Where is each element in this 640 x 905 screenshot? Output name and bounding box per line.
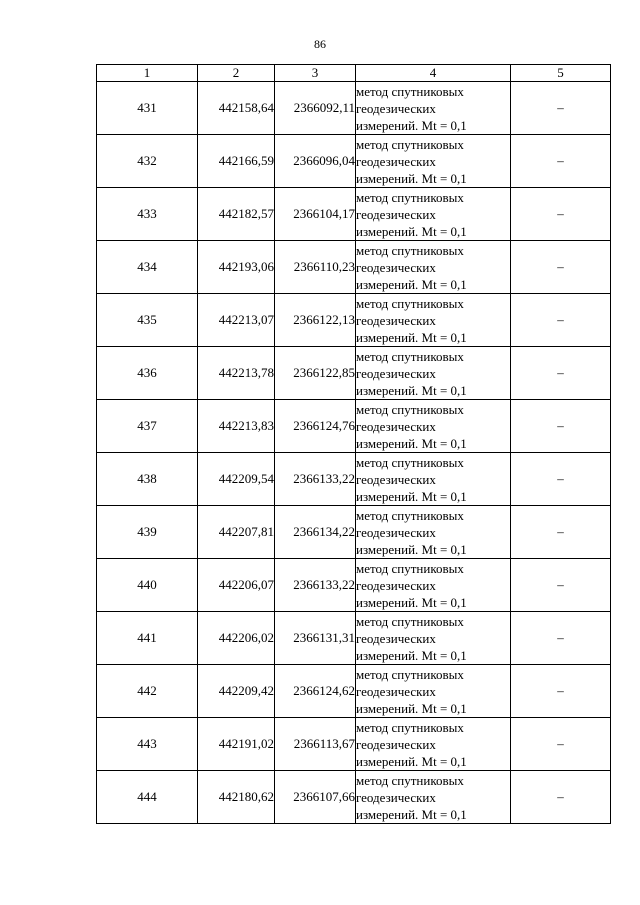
x-coordinate-cell: 442209,42	[198, 665, 275, 718]
table-row	[97, 347, 611, 400]
x-coordinate-cell: 442182,57	[198, 188, 275, 241]
y-coordinate-cell: 2366134,22	[275, 506, 356, 559]
y-coordinate-cell: 2366096,04	[275, 135, 356, 188]
column-header-2: 2	[198, 65, 275, 82]
column-5-cell: –	[511, 453, 611, 506]
column-header-3: 3	[275, 65, 356, 82]
method-line-2: геодезических	[356, 630, 436, 646]
method-line-3: измерений. Mt = 0,1	[356, 329, 467, 345]
method-cell	[356, 400, 511, 453]
x-coordinate-cell: 442193,06	[198, 241, 275, 294]
y-coordinate-cell: 2366104,17	[275, 188, 356, 241]
method-line-3: измерений. Mt = 0,1	[356, 753, 467, 769]
y-coordinate-cell: 2366107,66	[275, 771, 356, 824]
x-coordinate-cell: 442209,54	[198, 453, 275, 506]
column-5-cell: –	[511, 506, 611, 559]
method-line-3: измерений. Mt = 0,1	[356, 117, 467, 133]
column-5-cell: –	[511, 188, 611, 241]
point-number-cell: 437	[97, 400, 198, 453]
method-line-1: метод спутниковых	[356, 348, 464, 364]
y-coordinate-cell: 2366122,13	[275, 294, 356, 347]
column-5-cell: –	[511, 82, 611, 135]
method-line-3: измерений. Mt = 0,1	[356, 806, 467, 822]
point-number-cell: 431	[97, 82, 198, 135]
method-line-2: геодезических	[356, 365, 436, 381]
y-coordinate-cell: 2366122,85	[275, 347, 356, 400]
method-line-3: измерений. Mt = 0,1	[356, 170, 467, 186]
method-line-2: геодезических	[356, 312, 436, 328]
y-coordinate-cell: 2366110,23	[275, 241, 356, 294]
method-line-3: измерений. Mt = 0,1	[356, 488, 467, 504]
method-line-3: измерений. Mt = 0,1	[356, 541, 467, 557]
x-coordinate-cell: 442166,59	[198, 135, 275, 188]
method-line-1: метод спутниковых	[356, 719, 464, 735]
method-cell	[356, 82, 511, 135]
point-number-cell: 434	[97, 241, 198, 294]
method-line-3: измерений. Mt = 0,1	[356, 382, 467, 398]
table-row	[97, 559, 611, 612]
table-row	[97, 718, 611, 771]
point-number-cell: 443	[97, 718, 198, 771]
method-line-1: метод спутниковых	[356, 242, 464, 258]
method-line-2: геодезических	[356, 683, 436, 699]
method-line-1: метод спутниковых	[356, 454, 464, 470]
method-line-1: метод спутниковых	[356, 401, 464, 417]
y-coordinate-cell: 2366133,22	[275, 559, 356, 612]
method-line-1: метод спутниковых	[356, 295, 464, 311]
header-row	[97, 65, 611, 82]
method-cell	[356, 506, 511, 559]
method-line-2: геодезических	[356, 471, 436, 487]
table-row	[97, 82, 611, 135]
column-5-cell: –	[511, 559, 611, 612]
y-coordinate-cell: 2366092,11	[275, 82, 356, 135]
point-number-cell: 439	[97, 506, 198, 559]
method-line-3: измерений. Mt = 0,1	[356, 594, 467, 610]
method-line-2: геодезических	[356, 259, 436, 275]
method-line-2: геодезических	[356, 100, 436, 116]
method-line-3: измерений. Mt = 0,1	[356, 276, 467, 292]
table-row	[97, 241, 611, 294]
coordinates-table	[96, 64, 611, 824]
x-coordinate-cell: 442158,64	[198, 82, 275, 135]
x-coordinate-cell: 442206,07	[198, 559, 275, 612]
column-5-cell: –	[511, 612, 611, 665]
method-line-1: метод спутниковых	[356, 666, 464, 682]
method-line-1: метод спутниковых	[356, 560, 464, 576]
method-cell	[356, 771, 511, 824]
table-row	[97, 612, 611, 665]
method-cell	[356, 135, 511, 188]
table-row	[97, 294, 611, 347]
y-coordinate-cell: 2366124,76	[275, 400, 356, 453]
method-cell	[356, 453, 511, 506]
method-line-2: геодезических	[356, 418, 436, 434]
point-number-cell: 438	[97, 453, 198, 506]
table-row	[97, 188, 611, 241]
column-5-cell: –	[511, 771, 611, 824]
method-cell	[356, 612, 511, 665]
method-cell	[356, 665, 511, 718]
method-line-3: измерений. Mt = 0,1	[356, 700, 467, 716]
table-row	[97, 135, 611, 188]
x-coordinate-cell: 442207,81	[198, 506, 275, 559]
table-row	[97, 400, 611, 453]
point-number-cell: 436	[97, 347, 198, 400]
table-row	[97, 665, 611, 718]
y-coordinate-cell: 2366113,67	[275, 718, 356, 771]
method-line-2: геодезических	[356, 153, 436, 169]
table-row	[97, 771, 611, 824]
x-coordinate-cell: 442213,83	[198, 400, 275, 453]
x-coordinate-cell: 442213,78	[198, 347, 275, 400]
method-cell	[356, 241, 511, 294]
column-5-cell: –	[511, 135, 611, 188]
point-number-cell: 435	[97, 294, 198, 347]
x-coordinate-cell: 442206,02	[198, 612, 275, 665]
method-cell	[356, 559, 511, 612]
point-number-cell: 440	[97, 559, 198, 612]
y-coordinate-cell: 2366124,62	[275, 665, 356, 718]
method-cell	[356, 188, 511, 241]
method-cell	[356, 718, 511, 771]
column-5-cell: –	[511, 241, 611, 294]
point-number-cell: 444	[97, 771, 198, 824]
point-number-cell: 442	[97, 665, 198, 718]
column-header-5: 5	[511, 65, 611, 82]
method-line-2: геодезических	[356, 789, 436, 805]
column-header-4: 4	[356, 65, 511, 82]
page-number: 86	[314, 37, 326, 51]
method-line-1: метод спутниковых	[356, 136, 464, 152]
method-line-1: метод спутниковых	[356, 772, 464, 788]
column-header-1: 1	[97, 65, 198, 82]
method-line-2: геодезических	[356, 736, 436, 752]
x-coordinate-cell: 442213,07	[198, 294, 275, 347]
point-number-cell: 433	[97, 188, 198, 241]
method-line-2: геодезических	[356, 524, 436, 540]
method-cell	[356, 294, 511, 347]
x-coordinate-cell: 442191,02	[198, 718, 275, 771]
column-5-cell: –	[511, 718, 611, 771]
method-line-3: измерений. Mt = 0,1	[356, 223, 467, 239]
method-line-1: метод спутниковых	[356, 507, 464, 523]
method-line-3: измерений. Mt = 0,1	[356, 647, 467, 663]
x-coordinate-cell: 442180,62	[198, 771, 275, 824]
method-line-1: метод спутниковых	[356, 613, 464, 629]
column-5-cell: –	[511, 294, 611, 347]
y-coordinate-cell: 2366133,22	[275, 453, 356, 506]
table-row	[97, 506, 611, 559]
y-coordinate-cell: 2366131,31	[275, 612, 356, 665]
table-header	[97, 65, 611, 82]
column-5-cell: –	[511, 665, 611, 718]
column-5-cell: –	[511, 400, 611, 453]
point-number-cell: 432	[97, 135, 198, 188]
method-line-2: геодезических	[356, 206, 436, 222]
method-line-3: измерений. Mt = 0,1	[356, 435, 467, 451]
method-line-2: геодезических	[356, 577, 436, 593]
method-cell	[356, 347, 511, 400]
column-5-cell: –	[511, 347, 611, 400]
table-row	[97, 453, 611, 506]
table-body	[97, 82, 611, 824]
method-line-1: метод спутниковых	[356, 189, 464, 205]
point-number-cell: 441	[97, 612, 198, 665]
method-line-1: метод спутниковых	[356, 83, 464, 99]
